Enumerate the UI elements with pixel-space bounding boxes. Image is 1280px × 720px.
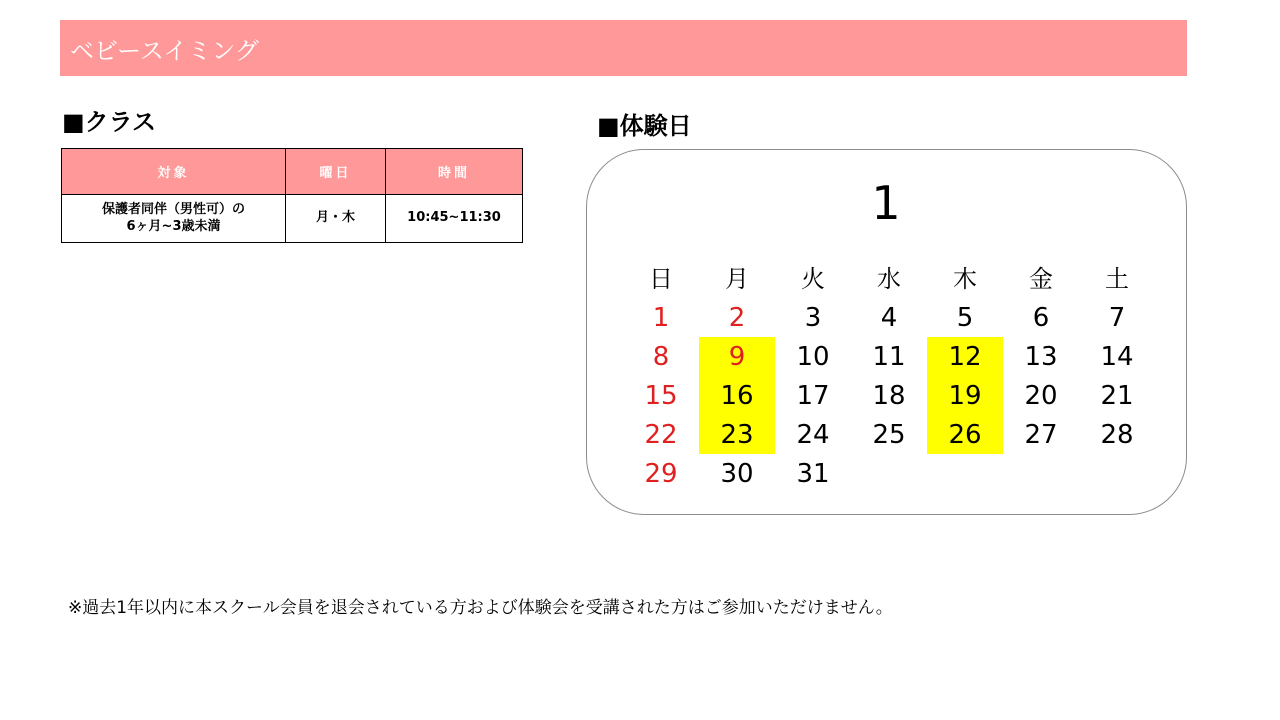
table-row	[62, 195, 523, 243]
calendar-day: 4	[880, 302, 898, 333]
header-time: 時間	[386, 149, 523, 195]
calendar-day: 8	[652, 341, 670, 372]
calendar-day: 14	[1100, 341, 1134, 372]
calendar-day: 29	[644, 458, 678, 489]
weekday-label: 火	[801, 264, 825, 293]
weekday-label: 金	[1029, 264, 1053, 293]
class-heading: ■クラス	[62, 108, 156, 136]
calendar-day: 22	[644, 419, 678, 450]
class-table-header-row	[62, 149, 523, 195]
weekday-label: 月	[725, 264, 749, 293]
weekday-label: 日	[649, 264, 673, 293]
calendar-day: 26	[927, 415, 1003, 454]
calendar-empty-cell	[851, 454, 927, 493]
calendar-day: 1	[652, 302, 670, 333]
class-table	[61, 148, 523, 243]
calendar-day: 30	[720, 458, 754, 489]
calendar-day: 16	[699, 376, 775, 415]
calendar-day: 6	[1032, 302, 1050, 333]
calendar-grid	[623, 259, 1155, 493]
calendar-empty-cell	[927, 454, 1003, 493]
calendar-day: 11	[872, 341, 906, 372]
calendar-day: 31	[796, 458, 830, 489]
calendar-day: 17	[796, 380, 830, 411]
calendar-empty-cell	[1003, 454, 1079, 493]
calendar-day: 13	[1024, 341, 1058, 372]
calendar-day: 5	[956, 302, 974, 333]
page-title: ベビースイミング	[70, 36, 259, 65]
target-cell	[62, 195, 286, 243]
days-cell: 月・木	[286, 195, 386, 243]
time-cell: 10:45~11:30	[386, 195, 523, 243]
calendar-day: 25	[872, 419, 906, 450]
calendar-day: 12	[927, 337, 1003, 376]
calendar	[586, 149, 1187, 515]
header-target: 対象	[62, 149, 286, 195]
weekday-label: 木	[953, 264, 977, 293]
calendar-day: 19	[927, 376, 1003, 415]
calendar-day: 3	[804, 302, 822, 333]
calendar-day: 21	[1100, 380, 1134, 411]
calendar-day: 15	[644, 380, 678, 411]
header-days: 曜日	[286, 149, 386, 195]
calendar-day: 2	[728, 302, 746, 333]
title-banner	[60, 20, 1187, 76]
trial-heading: ■体験日	[597, 112, 692, 140]
calendar-day: 20	[1024, 380, 1058, 411]
calendar-day: 24	[796, 419, 830, 450]
calendar-month: 1	[871, 176, 901, 230]
target-line-1: 保護者同伴（男性可）の	[101, 202, 245, 218]
calendar-day: 7	[1108, 302, 1126, 333]
weekday-label: 土	[1105, 264, 1129, 293]
calendar-day: 27	[1024, 419, 1058, 450]
target-line-2: 6ヶ月~3歳未満	[126, 218, 221, 234]
calendar-day: 23	[699, 415, 775, 454]
weekday-label: 水	[877, 264, 901, 293]
footnote: ※過去1年以内に本スクール会員を退会されている方および体験会を受講された方はご参加いただけません。	[68, 598, 893, 618]
calendar-empty-cell	[1079, 454, 1155, 493]
calendar-day: 18	[872, 380, 906, 411]
calendar-day: 9	[699, 337, 775, 376]
calendar-day: 28	[1100, 419, 1134, 450]
calendar-day: 10	[796, 341, 830, 372]
